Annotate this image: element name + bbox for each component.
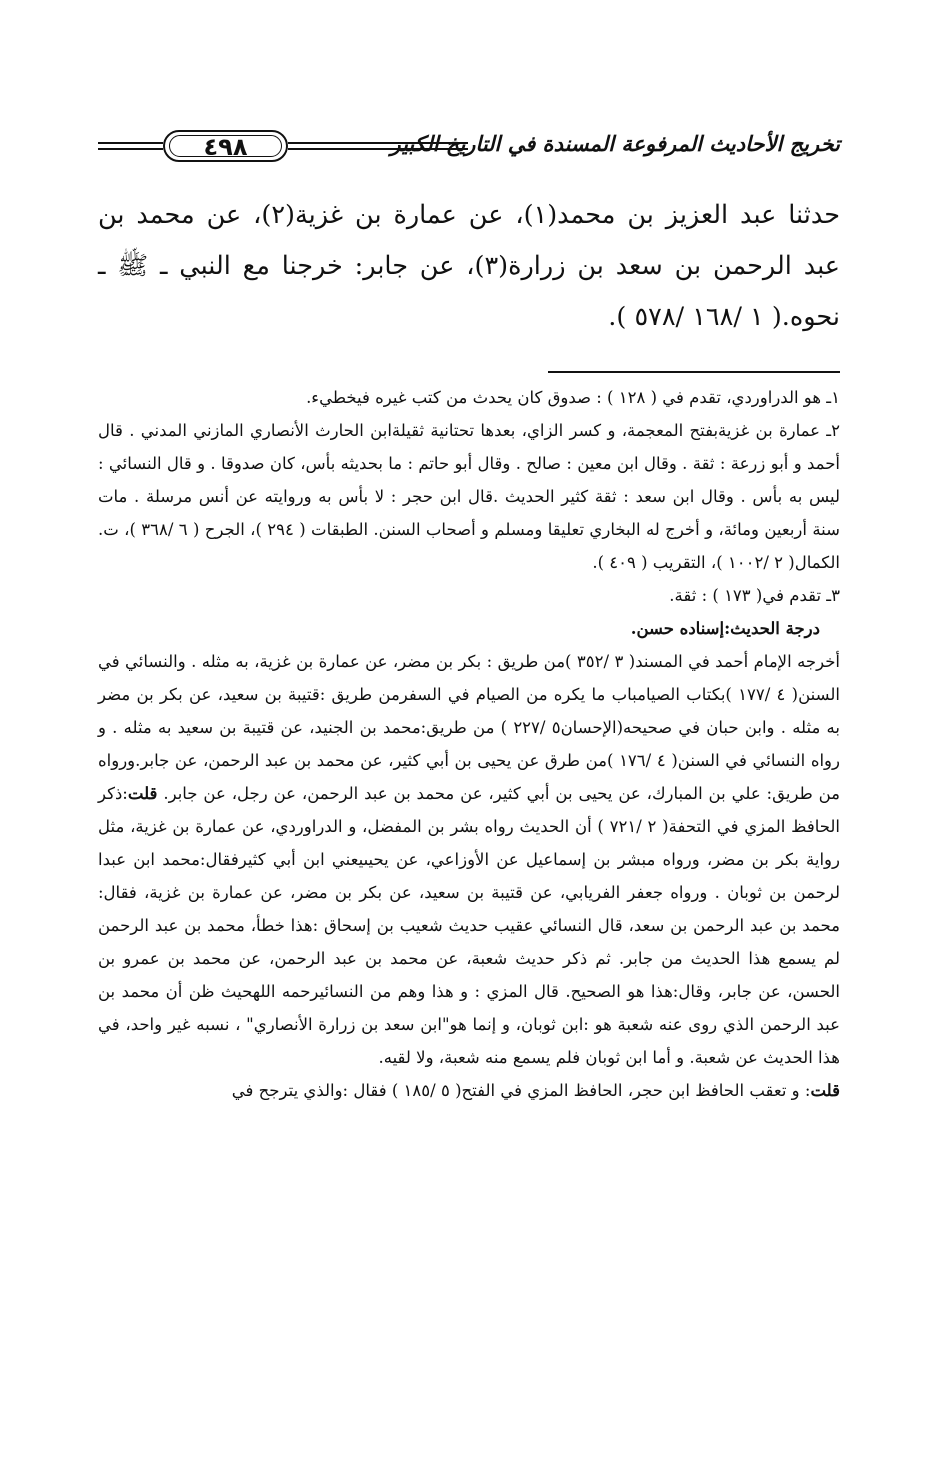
takhrij-paragraph xyxy=(98,645,840,1074)
page-number: ٤٩٨ xyxy=(203,133,248,161)
header-rule xyxy=(98,142,163,144)
hadith-paragraph: حدثنا عبد العزيز بن محمد(١)، عن عمارة بن غزية(٢)، عن محمد بن عبد الرحمن بن سعد بن زرارة(٣)، عن جابر: خرجنا مع النبي ـ ﷺ ـ نحوه.( ١ /١٦٨ /٥٧٨ ). xyxy=(98,200,840,332)
footnote-1: ١ـ هو الدراوردي، تقدم في ( ١٢٨ ) : صدوق كان يحدث من كتب غيره فيخطيء. xyxy=(306,388,840,407)
takhrij-text: :ذكر الحافظ المزي في التحفة( ٢ /٧٢١ ) أن الحديث رواه بشر بن المفضل، و الدراوردي، عن عمارة بن غزية، مثل رواية بكر بن مضر، ورواه مبشر بن إسماعيل عن الأوزاعي، عن يحيىيعني ابن أبي كثيرفقال:محمد ابن عبدا لرحمن بن ثوبان . ورواه جعفر الفريابي، عن قتيبة بن سعيد، عن بكر بن مضر، عن عمارة بن غزية، فقال: محمد بن عبد الرحمن بن سعد، قال النسائي عقيب حديث شعيب بن إسحاق :هذا خطأ، محمد بن عبد الرحمن لم يسمع هذا الحديث من جابر. ثم ذكر حديث شعبة، عن محمد بن عبد الرحمن، عن محمد بن عمرو بن الحسن، عن جابر، وقال:هذا هو الصحيح. قال المزي : و هذا وهم من النسائيرحمه اللهحيث ظن أن محمد بن عبد الرحمن الذي روى عنه شعبة هو :ابن ثوبان، و إنما هو"ابن سعد بن زرارة الأنصاري" ، نسبه غير واحد، في هذا الحديث عن شعبة. و أما ابن ثوبان فلم يسمع منه شعبة، ولا لقيه. xyxy=(98,784,840,1067)
page-content xyxy=(98,128,840,1107)
qult-label: قلت xyxy=(810,1081,840,1100)
page-header xyxy=(98,128,840,172)
qult-label: قلت xyxy=(127,784,158,803)
footnotes xyxy=(98,381,840,1107)
footnote-2: ٢ـ عمارة بن غزيةبفتح المعجمة، و كسر الزاي، بعدها تحتانية ثقيلةابن الحارث الأنصاري المازني المدني . قال أحمد و أبو زرعة : ثقة . وقال ابن معين : صالح . وقال أبو حاتم : ما بحديثه بأس، كان صدوقا . و قال النسائي : ليس به بأس . وقال ابن سعد : ثقة كثير الحديث .قال ابن حجر : لا بأس به وروايته عن أنس مرسلة . مات سنة أربعين ومائة، و أخرج له البخاري تعليقا ومسلم و أصحاب السنن. الطبقات ( ٢٩٤ )، الجرح ( ٦ /٣٦٨ )، ت. الكمال( ٢ /١٠٠٢ )، التقريب ( ٤٠٩ ). xyxy=(98,421,840,572)
hadith-text xyxy=(98,190,840,343)
grade-heading: درجة الحديث:إسناده حسن. xyxy=(630,619,820,638)
running-title: تخريج الأحاديث المرفوعة المسندة في التاريخ الكبير xyxy=(390,131,840,156)
takhrij-text: أخرجه الإمام أحمد في المسند( ٣ /٣٥٢ )من طريق : بكر بن مضر، عن عمارة بن غزية، به مثله . والنسائي في السنن( ٤ /١٧٧ )بكتاب الصيامباب ما يكره من الصيام في السفرمن طريق :قتيبة بن سعيد، عن بكر بن مضر به مثله . وابن حبان في صحيحه(الإحسان٥ /٢٢٧ ) من طريق:محمد بن الجنيد، عن قتيبة بن سعيد به مثله . و رواه النسائي في السنن( ٤ /١٧٦ )من طرق عن يحيى بن أبي كثير، عن محمد بن عبد الرحمن، عن جابر.ورواه من طريق: علي بن المبارك، عن يحيى بن أبي كثير، عن محمد بن عبد الرحمن، عن رجل، عن جابر. xyxy=(98,652,841,803)
takhrij-text: : و تعقب الحافظ ابن حجر، الحافظ المزي في الفتح( ٥ /١٨٥ ) فقال :والذي يترجح في xyxy=(231,1081,811,1100)
footnote-3: ٣ـ تقدم في( ١٧٣ ) : ثقة. xyxy=(669,586,840,605)
page-number-cartouche xyxy=(163,130,288,162)
takhrij-paragraph xyxy=(98,1074,840,1107)
footnote-separator xyxy=(548,371,840,373)
header-rule xyxy=(98,148,163,150)
